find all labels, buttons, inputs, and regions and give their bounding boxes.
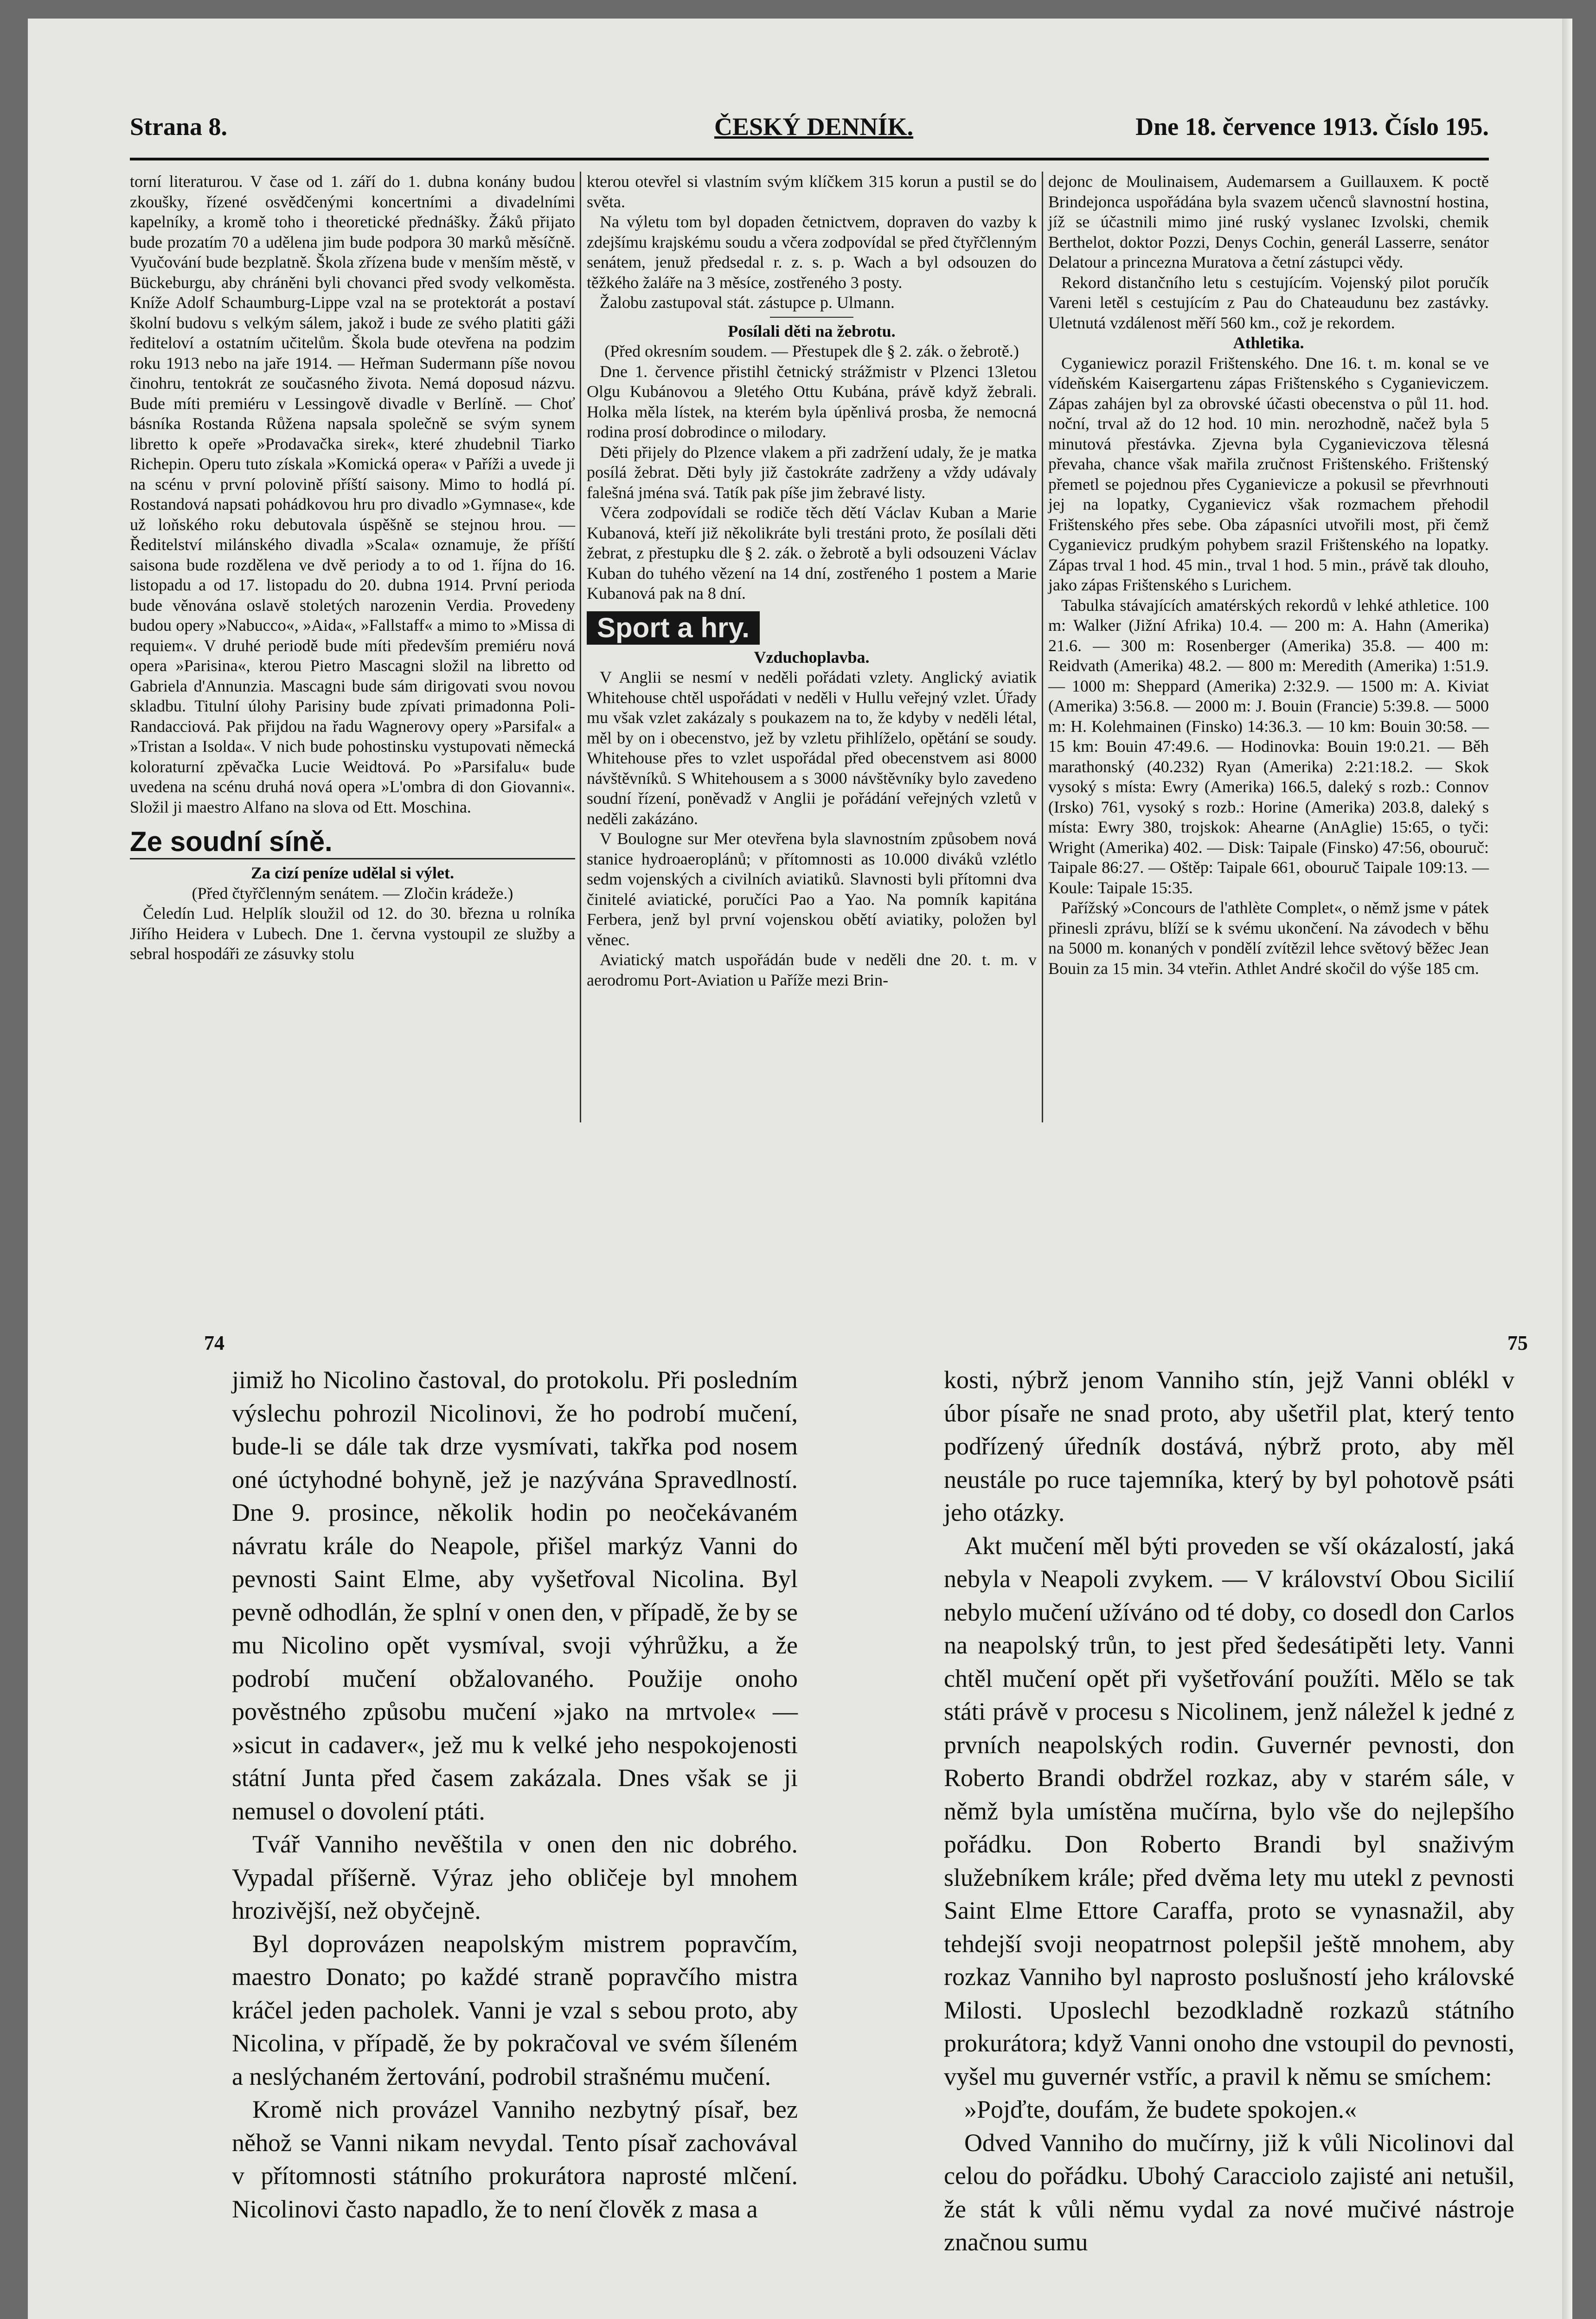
article-subheading: Posílali děti na žebrotu. [728, 321, 896, 340]
article-text: Aviatický match uspořádán bude v neděli dne 20. t. m. v aerodromu Port-Aviation u Paříže mezi Brin- [587, 950, 1037, 989]
book-paragraph: kosti, nýbrž jenom Vanniho stín, jejž Vanni oblékl v úbor písaře ne snad proto, aby ušetřil plat, který tento podřízený úředník dostává, nýbrž proto, aby měl neustále po ruce tajemníka, který by byl pohotově psáti jeho otázky. [944, 1366, 1514, 1526]
book-paragraph: Byl doprovázen neapolským mistrem popravčím, maestro Donato; po každé straně popravčího mistra kráčel jeden pacholek. Vanni je vzal s sebou proto, aby Nicolina, v případě, že by pokračoval ve svém šíleném a neslýchaném žertování, podrobil strašnému mučení. [232, 1929, 798, 2090]
article-text: V Anglii se nesmí v neděli pořádati vzlety. Anglický aviatik Whitehouse chtěl uspořádati v neděli v Hullu veřejný vzlet. Úřady mu však vzlet zakázaly s poukazem na to, že kdyby v neděli létal, měl by on i obecenstvo, jež by vzletu přihlíželo, opětání se soudy. Whitehouse přes to vzlet uspořádal před obecenstvem asi 8000 návštěvníků. S Whitehousem a s 3000 návštěvníky bylo zavedeno soudní řízení, poněvadž v Anglii je pořádání veřejných vzletů v neděli zakázáno. [587, 668, 1037, 828]
divider [770, 317, 853, 318]
article-text: Na výletu tom byl dopaden četnictvem, dopraven do vazby k zdejšímu krajskému soudu a včera zodpovídal se před čtyřčlenným senátem, jenuž předsedal r. z. s. p. Wach a byl odsouzen do těžkého žaláře na 3 měsíce, zostřeného 3 posty. [587, 212, 1037, 292]
article-text: dejonc de Moulinaisem, Audemarsem a Guillauxem. K poctě Brindejonca uspořádána byla svazem učenců slavnostní hostina, jíž se účastnili mimo jiné ruský vyslanec Izvolski, chemik Berthelot, doktor Pozzi, Denys Cochin, generál Lasserre, senátor Delatour a princezna Muratova a četní zástupci vědy. [1048, 172, 1489, 271]
book-paragraph: Odved Vanniho do mučírny, již k vůli Nicolinovi dal celou do pořádku. Ubohý Caracciolo zajisté ani netušil, že stát k vůli němu vydal za nové mučivé nástroje značnou sumu [944, 2128, 1514, 2256]
book-paragraph: »Pojďte, doufám, že budete spokojen.« [964, 2095, 1357, 2123]
header-rule [130, 158, 1489, 160]
article-text: Žalobu zastupoval stát. zástupce p. Ulmann. [600, 293, 895, 312]
article-subheading: Athletika. [1233, 333, 1304, 352]
article-text: Pařížský »Concours de l'athlète Complet«, o němž jsme v pátek přinesli zprávu, blíží se k svému ukončení. Na závodech v běhu na 5000 m. konaných v pondělí zvítězil lehce světový běžec Jean Bouin za 15 min. 34 vteřin. Athlet André skočil do výše 185 cm. [1048, 898, 1489, 978]
article-text: Tabulka stávajících amatérských rekordů v lehké athletice. 100 m: Walker (Jižní Afrika) 10.4. — 200 m: A. Hahn (Amerika) 21.6. — 300 m: Rosenberger (Amerika) 35.8. — 400 m: Reidvath (Amerika) 48.2. — 800 m: Meredith (Amerika) 1:51.9. — 1000 m: Sheppard (Amerika) 2:32.9. — 1500 m: A. Kiviat (Amerika) 3:56.8. — 2000 m: J. Bouin (Francie) 5:39.8. — 5000 m: H. Kolehmainen (Finsko) 14:36.3. — 10 km: Bouin 30:58. — 15 km: Bouin 47:49.6. — Hodinovka: Bouin 19:0.21. — Běh marathonský (40.232) Ryan (Amerika) 2:21:18.2. — Skok vysoký s místa: Ewry (Amerika) 166.5, daleký s rozb.: Connov (Irsko) 761, vysoký s rozb.: Horine (Amerika) 203.8, daleký s místa: Ewry 380, trojskok: Ahearne (AnAglie) 15:65, o tyči: Wright (Amerika) 402. — Disk: Taipale (Finsko) 47:56, obouruč: Taipale 86:27. — Oštěp: Taipale 661, obouruč Taipale 109:13. — Koule: Taipale 15:35. [1048, 596, 1489, 897]
column-1 [130, 172, 575, 964]
book-paragraph: Akt mučení měl býti proveden se vší okázalostí, jaká nebyla v Neapoli zvykem. — V království Obou Sicilií nebylo mučení užíváno od té doby, co dosedl don Carlos na neapolský trůn, to jest před šedesátipěti lety. Vanni chtěl mučení opět při vyšetřování použíti. Mělo se tak státi právě v procesu s Nicolinem, jenž náležel k jedné z prvních neapolských rodin. Guvernér pevnosti, don Roberto Brandi obdržel rozkaz, aby v starém sále, v němž byla umístěna mučírna, bylo vše do nejlepšího pořádku. Don Roberto Brandi byl snaživým služebníkem krále; před dvěma lety mu utekl z pevnosti Saint Elme Ettore Caraffa, proto se vynasnažil, aby tehdejší svoji neopatrnost polepšil ještě mnohem, aby rozkaz Vanniho byl naprosto poslušností jeho královské Milosti. Uposlechl bezodkladně rozkazů státního prokurátora; když Vanni onoho dne vstoupil do pevnosti, vyšel mu guvernér vstříc, a pravil k němu se smíchem: [944, 1531, 1514, 2090]
article-text: torní literaturou. V čase od 1. září do 1. dubna konány budou zkoušky, řízené osvědčenými koncertními a divadelními kapelníky, a kromě toho i theoretické přednášky. Žáků přijato bude prozatím 70 a udělena jim bude podpora 30 marků měsíčně. Vyučování bude bezplatně. Škola zřízena bude v menším městě, v Bückeburgu, aby chráněni byli chovanci před svody velkoměsta. Kníže Adolf Schaumburg-Lippe vzal na se protektorát a postaví školní budovu s velkým sálem, jakož i bude ze svého platiti gáži řediteloví a ostatním učitelům. Škola bude otevřena na podzim roku 1913 nebo na jaře 1914. — Heřman Sudermann píše novou činohru, tentokrát ze současného života. Nemá doposud názvu. Bude míti premiéru v Lessingově divadle v Berlíně. — Choť básníka Rostanda Růžena napsala společně se svým synem libretto k opeře »Prodavačka sirek«, které zhudebnil Tiarko Richepin. Operu tuto získala »Komická opera« v Paříži a uvede ji na scénu v první polovině příští saisony. Mimo to hodlá pí. Rostandová napsati pohádkovou hru pro divadlo »Gymnase«, kde už loňského roku debutovala úspěšně se stejnou hrou. — Ředitelství milánského divadla »Scala« oznamuje, že příští saisona bude rozdělena ve dvě periody a to od 1. října do 16. listopadu a od 17. listopadu do 20. dubna 1914. První perioda bude věnována oslavě stoletých narozenin Verdia. Provedeny budou opery »Nabucco«, »Aida«, »Fallstaff« a mimo to »Missa di requiem«. V druhé periodě bude míti především premiéru nová opera »Parisina«, kterou Pietro Mascagni složil na libretto od Gabriela d'Annunzia. Mascagni bude sám dirigovati svou novou skladbu. Titulní úlohy Parisiny bude zpívati primadonna Poli-Randacciová. Pak přijdou na řadu Wagnerovy opery »Parsifal« a »Tristan a Isolda«. V nich bude pohostinsku vystupovati německá koloraturní zpěvačka Lucie Weidtová. Po »Parsifalu« bude uvedena na scénu druhá nová opera »L'ombra di don Giovanni«. Složil ji maestro Alfano na slova od Ett. Moschina. [130, 172, 575, 816]
column-3 [1048, 172, 1489, 979]
article-subheading: Vzduchoplavba. [754, 647, 870, 666]
article-text: Čeledín Lud. Helplík sloužil od 12. do 30. března u rolníka Jiřího Heidera v Lubech. Dne 1. června vystoupil ze služby a sebral hospodáři ze zásuvky stolu [130, 904, 575, 963]
book-paragraph: jimiž ho Nicolino častoval, do protokolu. Při posledním výslechu pohrozil Nicolinovi, že ho podrobí mučení, bude-li se dále tak drze vysmívati, takřka pod nosem oné úctyhodné bohyně, jež je nazývána Spravedlností. Dne 9. prosince, několik hodin po neočekávaném návratu krále do Neapole, přišel markýz Vanni do pevnosti Saint Elme, aby vyšetřoval Nicolina. Byl pevně odhodlán, že splní v onen den, v případě, že by se mu Nicolino opět vysmíval, svoji výhrůžku, a že podrobí mučení obžalovaného. Použije onoho pověstného způsobu mučení »jako na mrtvole« — »sicut in cadaver«, jež mu k velké jeho nespokojenosti státní Junta před časem zakázala. Dnes však se ji nemusel o dovolení ptáti. [232, 1366, 798, 1825]
page-number: Strana 8. [130, 113, 228, 141]
article-text: kterou otevřel si vlastním svým klíčkem 315 korun a pustil se do světa. [587, 172, 1037, 211]
book-paragraph: Kromě nich provázel Vanniho nezbytný písař, bez něhož se Vanni nikam nevydal. Tento písař zachovával v přítomnosti státního prokurátora naprosté mlčení. Nicolinovi často napadlo, že to není člověk z masa a [232, 2095, 798, 2223]
article-text: Včera zodpovídali se rodiče těch dětí Václav Kuban a Marie Kubanová, kteří již několikráte byli trestáni proto, že posílali děti žebrat, z přestupku dle § 2. zák. o žebrotě a byli odsouzeni Václav Kuban do tuhého vězení na 14 dní, zostřeného 1 postem a Marie Kubanová pak na 8 dní. [587, 503, 1037, 602]
book-page-number-right: 75 [1507, 1332, 1528, 1354]
issue-date: Dne 18. července 1913. Číslo 195. [1135, 113, 1489, 141]
article-text: Dne 1. července přistihl četnický strážmistr v Plzenci 13letou Olgu Kubánovou a 9letého Ottu Kubána, právě když žebrali. Holka měla lístek, na kterém byla úpěnlivá prosba, že nemocná rodina prosí dobrodince o milodary. [587, 362, 1037, 441]
column-separator [580, 172, 581, 1122]
newspaper-title: ČESKÝ DENNÍK. [714, 113, 914, 141]
column-2 [587, 172, 1037, 990]
article-subheading: Za cizí peníze udělal si výlet. [251, 864, 454, 882]
section-heading: Ze soudní síně. [130, 826, 575, 859]
article-text: Cyganiewicz porazil Frištenského. Dne 16. t. m. konal se ve vídeňském Kaisergartenu zápas Frištenského s Cyganieviczem. Zápas zahájen byl za obrovské účasti obecenstva o půl 11. hod. noční, trval až do 12 hod. 10 min. nerozhodně, načež byla 5 minutová přestávka. Zjevna byla Cyganieviczova tělesná převaha, chance však mařila zručnost Frištenského. Frištenský přemetl se pojednou přes Cyganievicze a pokusil se převrhnouti jej na lopatky, Cyganievicz však rozmachem přehodil Frištenského přes sebe. Oba zápasníci utvořili most, při čemž Cyganievicz prudkým pohybem srazil Frištenského na lopatky. Zápas trval 1 hod. 45 min., trval 1 hod. 5 min., právě tak dlouho, jako zápas Frištenského s Lurichem. [1048, 353, 1489, 594]
book-page-left [232, 1364, 798, 2226]
column-separator [1042, 172, 1043, 1122]
book-paragraph: Tvář Vanniho nevěštila v onen den nic dobrého. Vypadal příšerně. Výraz jeho obličeje byl mnohem hrozivější, než obyčejně. [232, 1830, 798, 1924]
page-header [130, 107, 1489, 148]
page-edge [1562, 19, 1572, 2319]
article-text: Rekord distančního letu s cestujícím. Vojenský pilot poručík Vareni letěl s cestujícím z Pau do Chateaudunu bez zastávky. Uletnutá vzdálenost měří 560 km., což je rekordem. [1048, 273, 1489, 332]
article-text: Děti přijely do Plzence vlakem a při zadržení udaly, že je matka posílá žebrat. Děti byly již častokráte zadrženy a vždy udávaly falešná jména svá. Tatík pak píše jim žebravé listy. [587, 442, 1037, 502]
newspaper-page [28, 19, 1572, 2319]
book-page-number-left: 74 [204, 1332, 224, 1354]
court-note: (Před okresním soudem. — Přestupek dle § 2. zák. o žebrotě.) [604, 342, 1019, 360]
section-heading-sport: Sport a hry. [587, 611, 760, 645]
court-note: (Před čtyřčlenným senátem. — Zločin krádeže.) [192, 884, 513, 903]
book-page-right [944, 1364, 1514, 2259]
article-text: V Boulogne sur Mer otevřena byla slavnostním způsobem nová stanice hydroaeroplánů; v přítomnosti as 10.000 diváků vzlétlo sedm vojenských a civilních aviatiků. Slavnosti byli přítomni dva činitelé aviatické, poručíci Pao a Yao. Na pomník kapitána Ferbera, jenž byl první vojenskou obětí aviatiky, položen byl věnec. [587, 829, 1037, 949]
